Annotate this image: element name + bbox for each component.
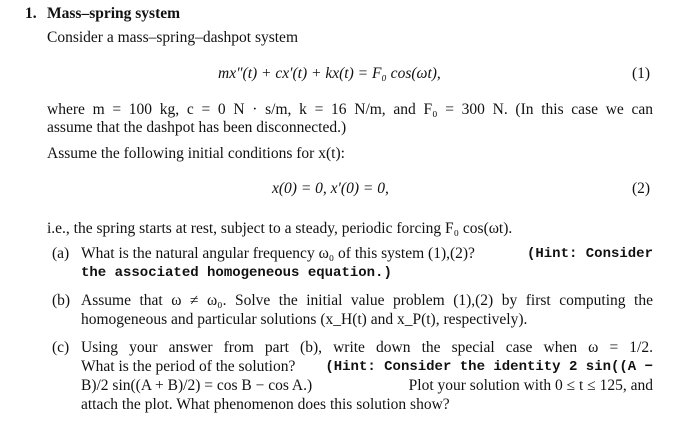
part-c-question: What is the period of the solution? — [81, 358, 296, 375]
problem-number: 1. — [25, 5, 37, 22]
part-a-line-1 — [81, 245, 653, 263]
parameters-line: where m = 100 kg, c = 0 N · s/m, k = 16 N/m, and F₀ = 300 N. (In this case we can — [47, 101, 653, 118]
part-c-label: (c) — [52, 339, 70, 356]
part-c-line-2 — [81, 358, 653, 376]
parameters-line-2: assume that the dashpot has been disconnected.) — [47, 119, 347, 136]
initial-conditions-intro: Assume the following initial conditions for x(t): — [47, 145, 345, 162]
part-c-plot-instruction: Plot your solution with 0 ≤ t ≤ 125, and — [408, 377, 653, 394]
part-a-question: What is the natural angular frequency ω₀ of this system (1),(2)? — [81, 245, 475, 262]
part-c-line-4: attach the plot. What phenomenon does this solution show? — [81, 396, 450, 413]
part-c-hint: (Hint: Consider the identity 2 sin((A − — [325, 359, 653, 375]
part-c-line-1: Using your answer from part (b), write down the special case when ω = 1/2. — [81, 339, 653, 356]
equation-2-label: (2) — [632, 180, 651, 197]
part-b-line-1: Assume that ω ≠ ω₀. Solve the initial value problem (1),(2) by first computing the — [81, 292, 653, 309]
equation-1: mx″(t) + cx′(t) + kx(t) = F₀ cos(ωt), — [218, 65, 441, 82]
intro-text: Consider a mass–spring–dashpot system — [47, 29, 298, 46]
equation-1-label: (1) — [632, 65, 651, 82]
part-c-line-3 — [81, 377, 653, 395]
equation-2: x(0) = 0, x′(0) = 0, — [272, 180, 389, 197]
part-b-label: (b) — [52, 292, 71, 309]
part-b-line-2: homogeneous and particular solutions (x_H(t) and x_P(t), respectively). — [81, 311, 528, 328]
part-a-label: (a) — [52, 245, 70, 262]
part-c-hint-end: B)/2 sin((A + B)/2) = cos B − cos A.) — [81, 377, 313, 394]
ie-line: i.e., the spring starts at rest, subject to a steady, periodic forcing F₀ cos(ωt). — [47, 220, 513, 237]
problem-title: Mass–spring system — [47, 5, 181, 22]
part-a-hint: (Hint: Consider — [526, 246, 653, 262]
part-a-hint-2: the associated homogeneous equation.) — [81, 265, 392, 281]
